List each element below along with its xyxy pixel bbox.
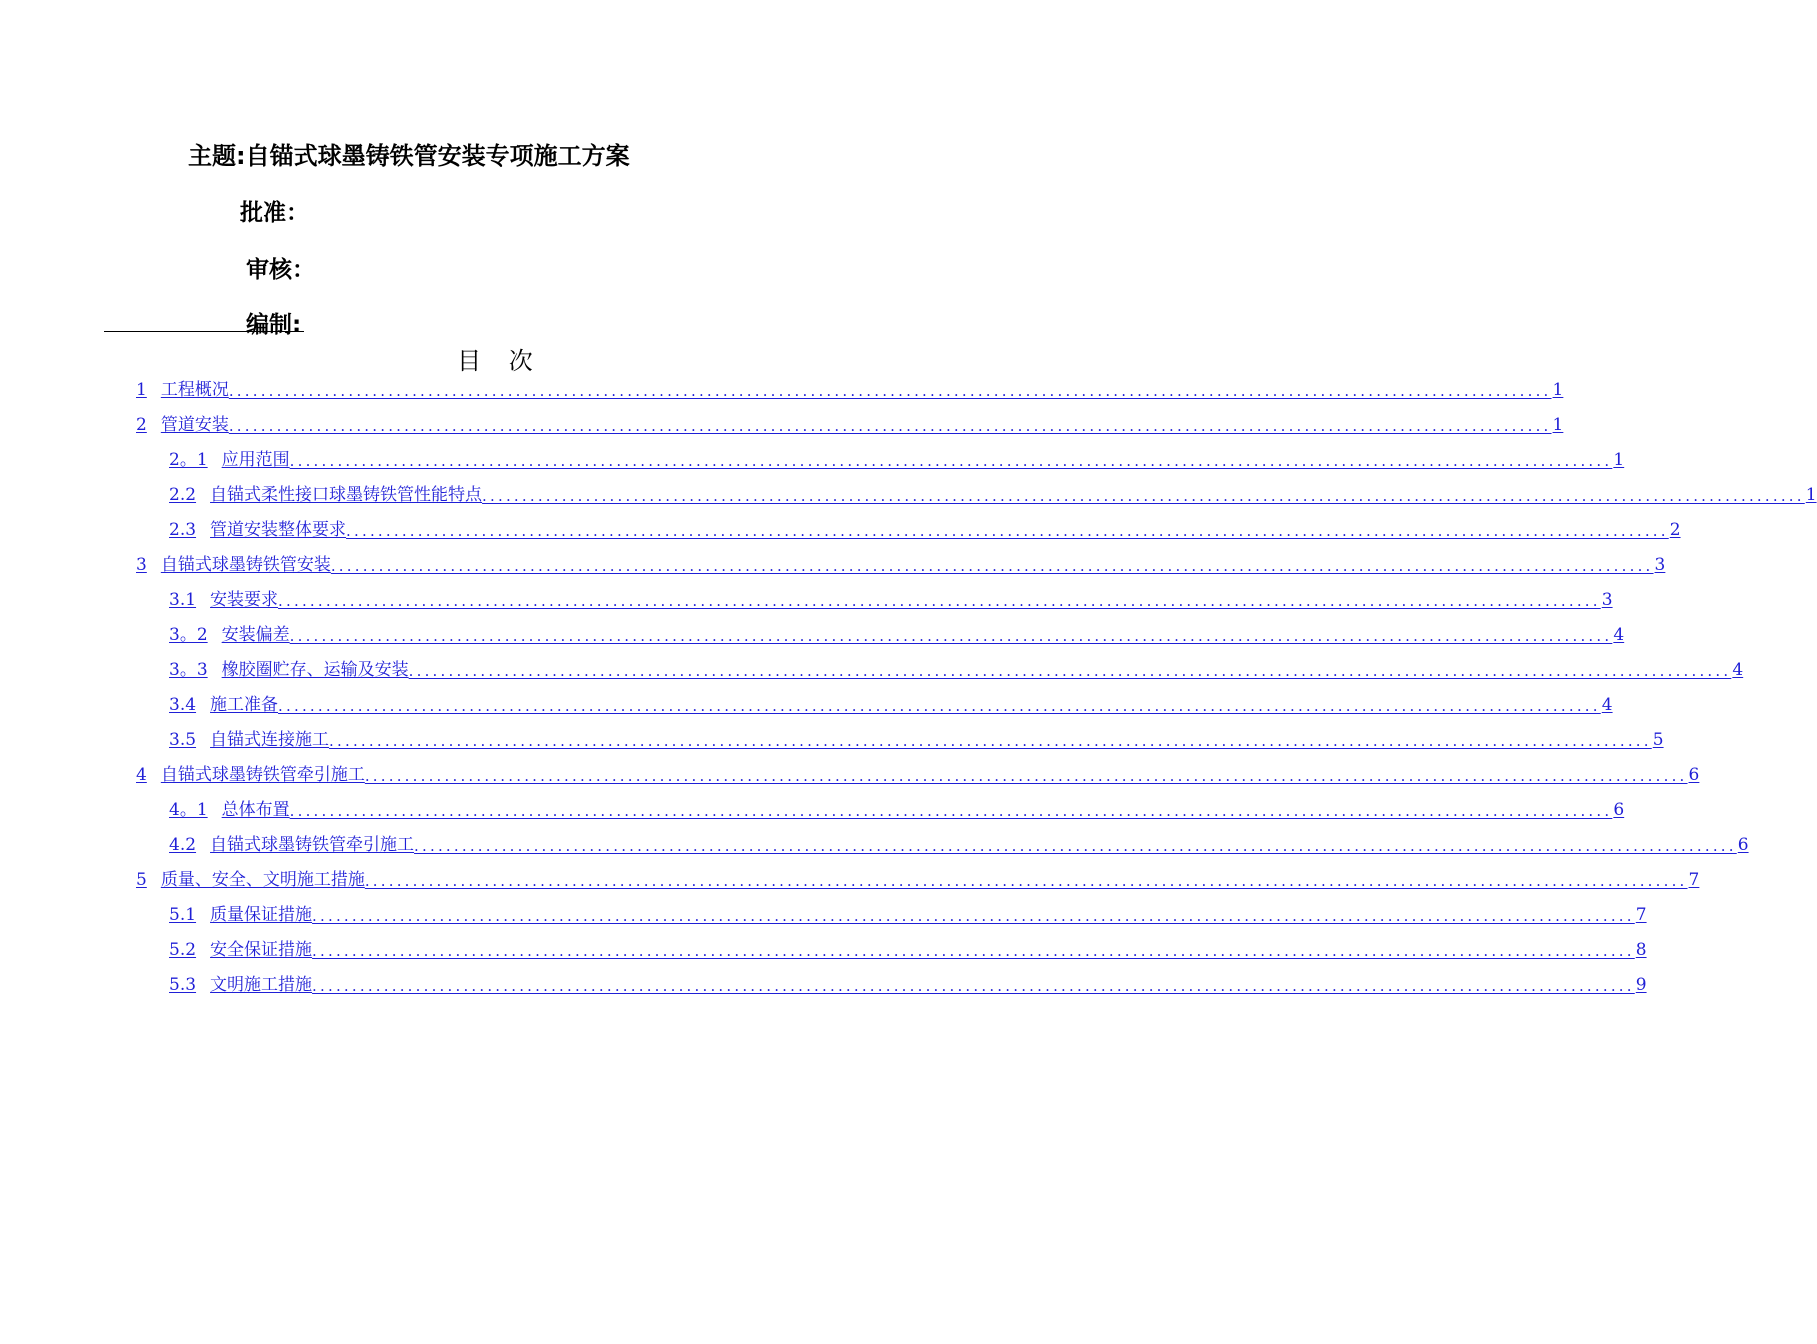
toc-entry-title: 文明施工措施 <box>210 975 313 995</box>
toc-entry-title: 安装偏差 <box>221 625 290 645</box>
toc-entry-title: 安装要求 <box>210 590 279 610</box>
toc-entry-2[interactable] <box>136 409 1564 435</box>
toc-entry-page: 2 <box>1669 520 1681 540</box>
toc-entry-number: 4。1 <box>169 800 208 820</box>
toc-leader-dots: ...................................................................................................................................................................... <box>312 942 1635 960</box>
toc-entry-page: 1 <box>1552 415 1564 435</box>
toc-entry-3-1[interactable] <box>169 584 1613 610</box>
toc-entry-2-3[interactable] <box>169 514 1681 540</box>
toc-entry-4[interactable] <box>136 759 1700 785</box>
toc-entry-title: 自锚式球墨铸铁管安装 <box>160 555 331 575</box>
review-label: 审核： <box>246 257 315 283</box>
toc-entry-page: 3 <box>1654 555 1666 575</box>
toc-leader-dots: ...................................................................................................................................................................... <box>228 382 1552 400</box>
toc-leader-dots: ...................................................................................................................................................................... <box>414 837 1737 855</box>
toc-entry-number: 3 <box>136 555 147 575</box>
toc-entry-number: 4.2 <box>169 835 197 855</box>
toc-entry-number: 2.2 <box>169 485 197 505</box>
toc-entry-number: 2.3 <box>169 520 197 540</box>
toc-entry-page: 4 <box>1732 660 1744 680</box>
toc-entry-title: 施工准备 <box>210 695 279 715</box>
toc-leader-dots: ...................................................................................................................................................................... <box>482 487 1805 505</box>
toc-entry-3-3[interactable] <box>169 654 1744 680</box>
toc-entry-title: 管道安装整体要求 <box>210 520 347 540</box>
toc-entry-title: 橡胶圈贮存、运输及安装 <box>221 660 409 680</box>
toc-entry-5-2[interactable] <box>169 934 1647 960</box>
toc-entry-page: 6 <box>1613 800 1625 820</box>
toc-entry-1[interactable] <box>136 374 1564 400</box>
toc-entry-page: 6 <box>1737 835 1749 855</box>
toc-entry-3-4[interactable] <box>169 689 1613 715</box>
toc-entry-title: 质量保证措施 <box>210 905 313 925</box>
toc-entry-title: 质量、安全、文明施工措施 <box>160 870 365 890</box>
toc-entry-4-1[interactable] <box>169 794 1625 820</box>
toc-entry-title: 应用范围 <box>221 450 290 470</box>
toc-entry-3-5[interactable] <box>169 724 1664 750</box>
toc-entry-3-2[interactable] <box>169 619 1625 645</box>
toc-entry-title: 自锚式球墨铸铁管牵引施工 <box>160 765 365 785</box>
toc-entry-title: 管道安装 <box>160 415 229 435</box>
toc-entry-3[interactable] <box>136 549 1666 575</box>
toc-entry-2-2[interactable] <box>169 479 1817 505</box>
toc-entry-title: 安全保证措施 <box>210 940 313 960</box>
toc-leader-dots: ...................................................................................................................................................................... <box>346 522 1669 540</box>
toc-entry-number: 3.1 <box>169 590 197 610</box>
toc-entry-number: 3.5 <box>169 730 197 750</box>
document-title: 主题:自锚式球墨铸铁管安装专项施工方案 <box>188 142 630 170</box>
toc-leader-dots: ...................................................................................................................................................................... <box>278 697 1601 715</box>
toc-entry-number: 5.2 <box>169 940 197 960</box>
toc-leader-dots: ...................................................................................................................................................................... <box>289 627 1613 645</box>
toc-leader-dots: ...................................................................................................................................................................... <box>364 767 1688 785</box>
toc-entry-number: 4 <box>136 765 147 785</box>
toc-entry-number: 5.1 <box>169 905 197 925</box>
toc-entry-page: 5 <box>1652 730 1664 750</box>
toc-leader-dots: ...................................................................................................................................................................... <box>289 452 1613 470</box>
toc-entry-page: 8 <box>1635 940 1647 960</box>
toc-entry-page: 1 <box>1805 485 1817 505</box>
toc-entry-page: 7 <box>1635 905 1647 925</box>
toc-leader-dots: ...................................................................................................................................................................... <box>228 417 1552 435</box>
toc-entry-4-2[interactable] <box>169 829 1749 855</box>
toc-entry-page: 1 <box>1552 380 1564 400</box>
toc-entry-page: 3 <box>1601 590 1613 610</box>
compile-label: 编制: <box>246 312 302 338</box>
toc-entry-number: 2 <box>136 415 147 435</box>
toc-entry-page: 4 <box>1601 695 1613 715</box>
toc-leader-dots: ...................................................................................................................................................................... <box>312 907 1635 925</box>
toc-entry-number: 1 <box>136 380 147 400</box>
toc-leader-dots: ...................................................................................................................................................................... <box>364 872 1688 890</box>
compile-underline <box>104 331 304 332</box>
toc-entry-page: 4 <box>1613 625 1625 645</box>
toc-entry-title: 自锚式连接施工 <box>210 730 330 750</box>
toc-entry-number: 3。2 <box>169 625 208 645</box>
toc-entry-5[interactable] <box>136 864 1700 890</box>
toc-entry-5-3[interactable] <box>169 969 1647 995</box>
toc-entry-title: 自锚式柔性接口球墨铸铁管性能特点 <box>210 485 483 505</box>
toc-entry-title: 总体布置 <box>221 800 290 820</box>
toc-entry-number: 3。3 <box>169 660 208 680</box>
toc-entry-number: 2。1 <box>169 450 208 470</box>
toc-entry-title: 自锚式球墨铸铁管牵引施工 <box>210 835 415 855</box>
toc-leader-dots: ...................................................................................................................................................................... <box>329 732 1652 750</box>
toc-leader-dots: ...................................................................................................................................................................... <box>312 977 1635 995</box>
toc-entry-page: 7 <box>1688 870 1700 890</box>
toc-leader-dots: ...................................................................................................................................................................... <box>278 592 1601 610</box>
toc-entry-5-1[interactable] <box>169 899 1647 925</box>
toc-entry-2-1[interactable] <box>169 444 1625 470</box>
toc-leader-dots: ...................................................................................................................................................................... <box>289 802 1613 820</box>
toc-entry-number: 5 <box>136 870 147 890</box>
toc-entry-page: 6 <box>1688 765 1700 785</box>
toc-leader-dots: ...................................................................................................................................................................... <box>408 662 1732 680</box>
toc-leader-dots: ...................................................................................................................................................................... <box>330 557 1654 575</box>
toc-entry-page: 1 <box>1613 450 1625 470</box>
toc-entry-number: 3.4 <box>169 695 197 715</box>
approve-label: 批准： <box>240 200 309 226</box>
toc-entry-number: 5.3 <box>169 975 197 995</box>
toc-entry-page: 9 <box>1635 975 1647 995</box>
toc-heading: 目 次 <box>457 347 543 375</box>
toc-entry-title: 工程概况 <box>160 380 229 400</box>
